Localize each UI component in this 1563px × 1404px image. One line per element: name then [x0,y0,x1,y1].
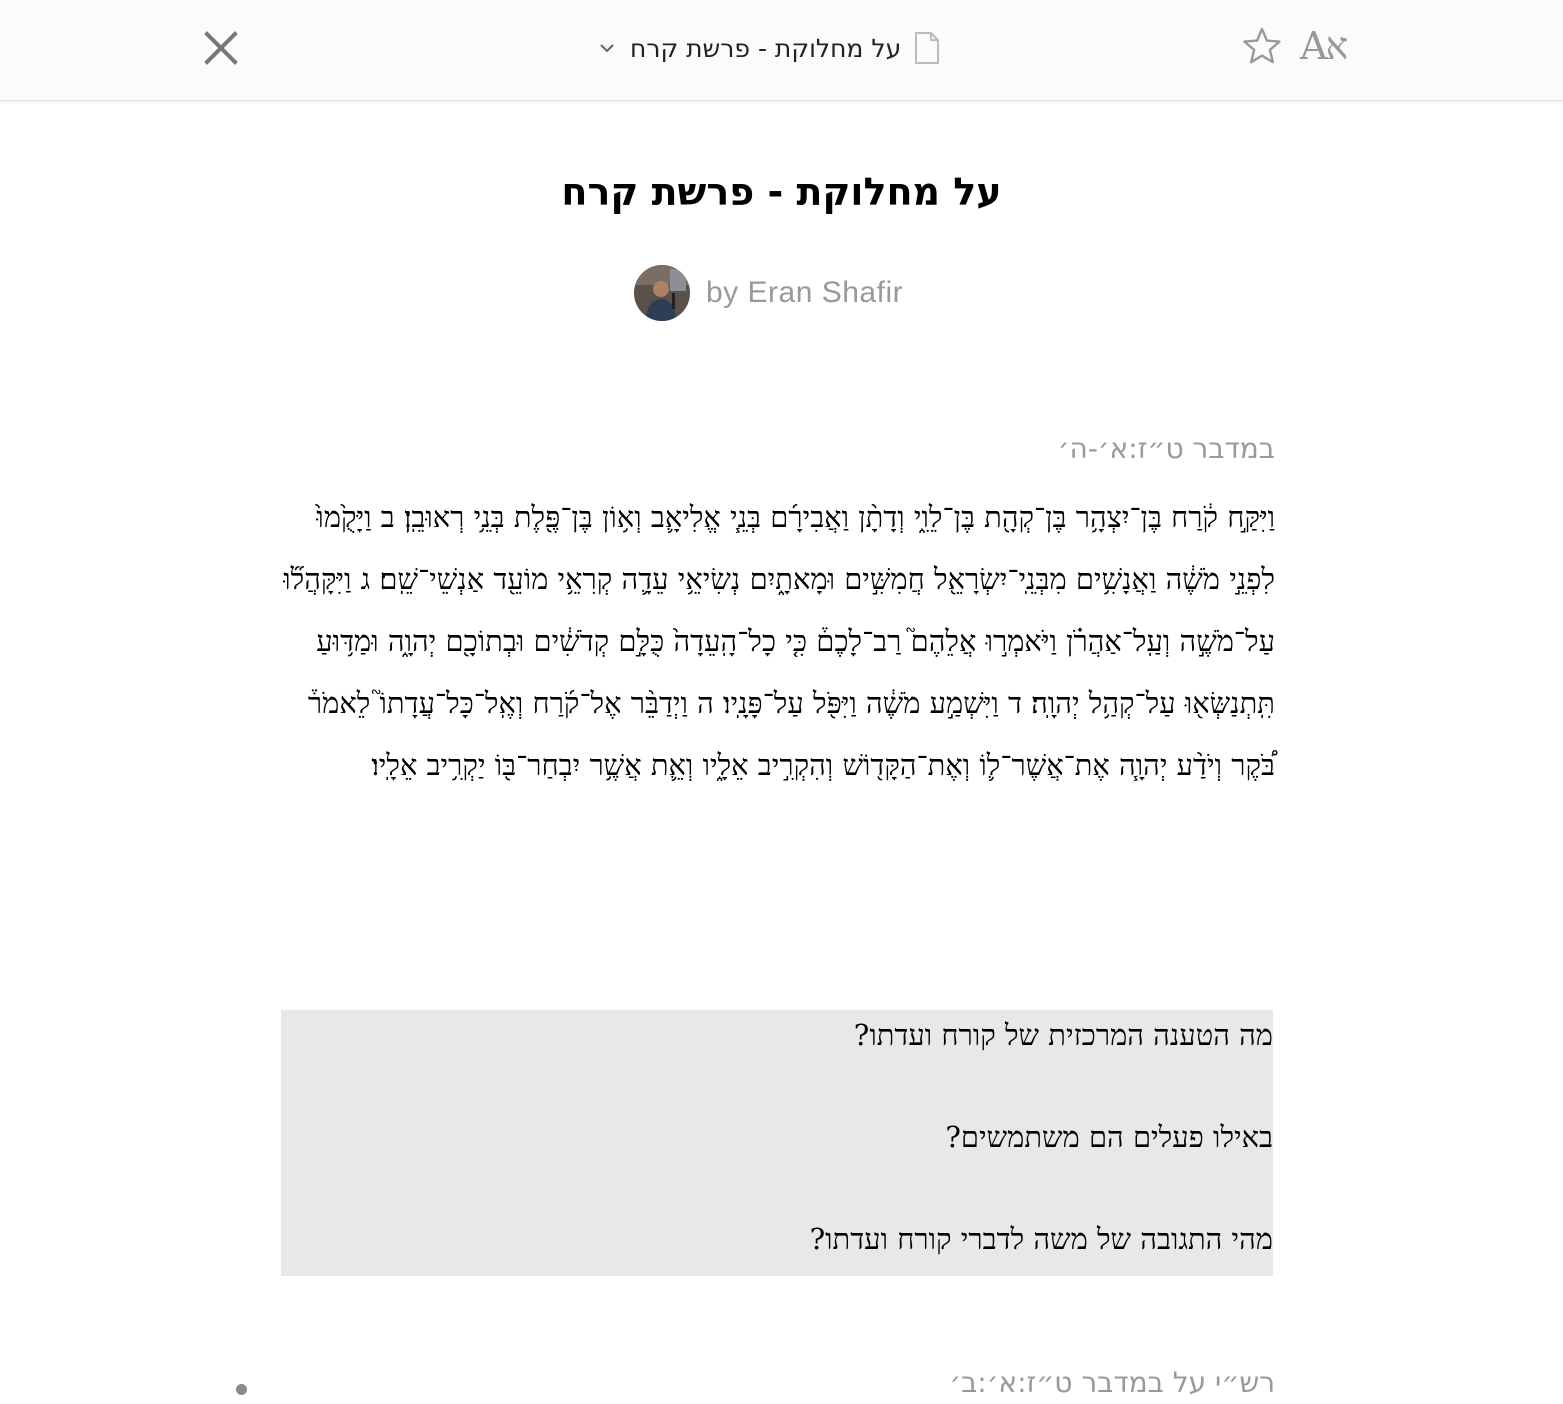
close-button[interactable] [200,27,242,69]
language-toggle-button[interactable]: Aא [1300,24,1347,68]
source-text: וַיִּקַּ֣ח קֹ֔רַח בֶּן־יִצְהָ֥ר בֶּן־קְהָ֖ת בֶּן־לֵוִ֑י וְדָתָ֨ן וַאֲבִירָ֜ם בְּנֵ֧י אֱלִיאָ֛ב וְא֥וֹן בֶּן־פֶּ֖לֶת בְּנֵ֥י רְאוּבֵֽן׃ ב וַיָּקֻ֙מוּ֙ לִפְנֵ֣י מֹשֶׁ֔ה וַאֲנָשִׁ֥ים מִבְּנֵֽי־יִשְׂרָאֵ֖ל חֲמִשִּׁ֣ים וּמָאתָ֑יִם נְשִׂיאֵ֥י עֵדָ֛ה קְרִאֵ֥י מוֹעֵ֖ד אַנְשֵׁי־שֵֽׁם׃ ג וַיִּקָּהֲל֞וּ עַל־מֹשֶׁ֣ה וְעַֽל־אַהֲרֹ֗ן וַיֹּאמְר֣וּ אֲלֵהֶם֮ רַב־לָכֶם֒ כִּ֤י כָל־הָֽעֵדָה֙ כֻּלָּ֣ם קְדֹשִׁ֔ים וּבְתוֹכָ֖ם יְהוָ֑ה וּמַדּ֥וּעַ תִּֽתְנַשְּׂא֖וּ עַל־קְהַ֥ל יְהוָֽה׃ ד וַיִּשְׁמַ֣ע מֹשֶׁ֔ה וַיִּפֹּ֖ל עַל־פָּנָֽיו׃ ה וַיְדַבֵּ֨ר אֶל־קֹ֜רַח וְאֶֽל־כָּל־עֲדָתוֹ֮ לֵאמֹר֒ בֹּ֠קֶר וְיֹדַ֨ע יְהוָ֧ה אֶת־אֲשֶׁר־ל֛וֹ וְאֶת־הַקָּד֖וֹשׁ וְהִקְרִ֣יב אֵלָ֑יו וְאֵ֛ת אֲשֶׁ֥ר יִבְחַר־בּ֖וֹ יַקְרִ֥יב אֵלָֽיו׃ [283,500,1275,782]
star-button[interactable] [1242,26,1282,66]
avatar[interactable] [634,265,690,321]
chevron-down-icon [596,37,618,59]
next-source-reference[interactable]: רש״י על במדבר ט״ז:א׳:ב׳ [949,1366,1275,1399]
question-1: מה הטענה המרכזית של קורח ועדתו? [853,1018,1273,1052]
sheet-title: על מחלוקת - פרשת קרח [630,33,902,63]
question-3: מהי התגובה של משה לדברי קורח ועדתו? [809,1222,1273,1256]
questions-box [281,1010,1273,1276]
author-info [634,265,903,321]
sheet-title-dropdown[interactable] [596,28,941,68]
author-name[interactable]: by Eran Shafir [706,276,904,309]
page-title: על מחלוקת - פרשת קרח [561,170,1002,214]
star-icon [1242,26,1282,66]
question-2: באילו פעלים הם משתמשים? [945,1120,1273,1154]
bullet-marker [236,1384,247,1395]
close-icon [200,27,242,69]
document-icon [913,31,941,65]
source-reference[interactable]: במדבר ט״ז:א׳-ה׳ [1057,432,1275,465]
top-bar [0,0,1563,101]
